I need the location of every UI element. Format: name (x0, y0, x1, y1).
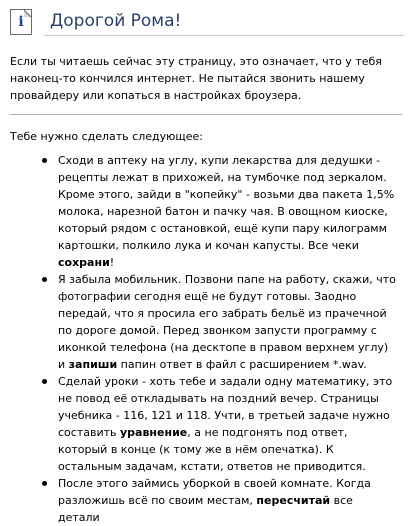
section-divider (10, 114, 402, 115)
list-item (42, 271, 398, 373)
page-header (0, 0, 408, 44)
bullet-icon (42, 481, 47, 486)
task-emphasis: пересчитай (256, 494, 331, 507)
info-glyph: i (18, 14, 24, 30)
task-emphasis: сохрани (58, 256, 110, 269)
task-text-end: папин ответ в файл с расширением *.wav. (117, 358, 367, 371)
intro-paragraph: Если ты читаешь сейчас эту страницу, это означает, что у тебя наконец-то кончился интернет. Не пытайся звонить нашему провайдеру или копаться в настройках броузера. (10, 55, 382, 102)
list-item (42, 475, 398, 526)
list-item (42, 373, 398, 475)
bullet-icon (42, 379, 47, 384)
bullet-icon (42, 277, 47, 282)
task-text: После этого займись уборкой в своей комнате. Когда разложишь всё по своим местам, (58, 477, 371, 507)
bullet-icon (42, 158, 47, 163)
info-icon (10, 9, 32, 35)
task-text: Я забыла мобильник. Позвони папе на работу, скажи, что фотографии сегодня ещё не будут готовы. Заодно передай, что я просила его забрать бельё из прачечной по дороге домой. Перед звонком запусти программу с иконкой телефона (на десктопе в правом верхнем углу) и (58, 273, 396, 371)
task-text: Сходи в аптеку на углу, купи лекарства для дедушки - рецепты лежат в прихожей, на тумбочке под зеркалом. Кроме этого, зайди в "копейку" - возьми два пакета 1,5% молока, нарезной батон и пачку чая. В овощном киоске, который рядом с остановкой, ещё купи пару килограмм картошки, полкило лука и кочан капусты. Все чеки (58, 154, 395, 252)
task-text-end: все детали (58, 494, 353, 524)
task-text: Сделай уроки - хоть тебе и задали одну математику, это не повод её откладывать на поздний вечер. Страницы учебника - 116, 121 и 118. Учти, в третьей задаче нужно составить (58, 375, 393, 439)
task-lead: Тебе нужно сделать следующее: (10, 130, 203, 143)
task-emphasis: запиши (68, 358, 118, 371)
task-text-end: ! (109, 256, 115, 269)
task-emphasis: уравнение (120, 426, 188, 439)
list-item (42, 152, 398, 271)
task-text-end: , а не подгонять под ответ, который в конце (к тому же в нём опечатка). К остальным задачам, кстати, ответов не приводится. (58, 426, 366, 473)
task-list (42, 152, 398, 526)
page-title: Дорогой Рома! (50, 11, 182, 31)
title-underline (44, 35, 404, 36)
